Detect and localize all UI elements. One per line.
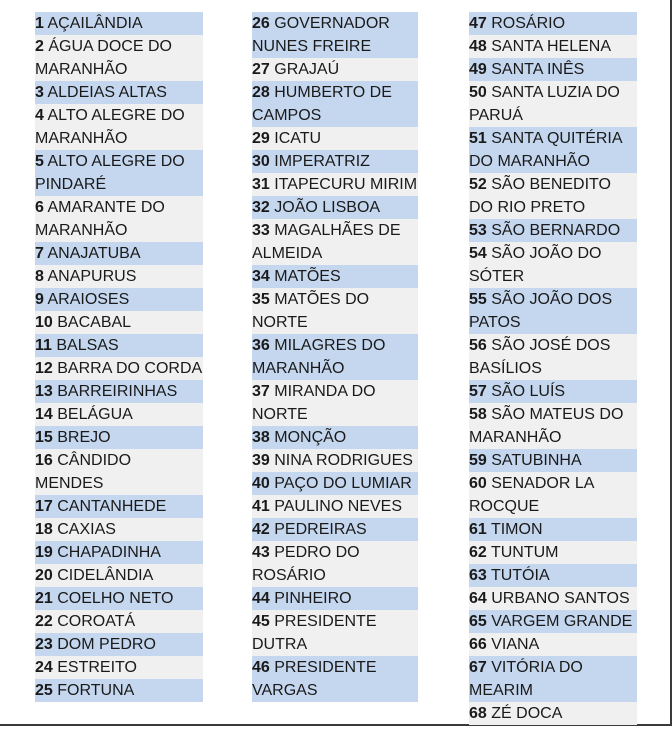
- municipality-name: ÁGUA DOCE DO MARANHÃO: [35, 38, 172, 78]
- list-item: [252, 81, 418, 127]
- list-item: [469, 81, 637, 127]
- municipality-name: SANTA QUITÉRIA DO MARANHÃO: [469, 130, 622, 170]
- list-item: [469, 242, 637, 288]
- list-item: [35, 288, 203, 311]
- list-item: [35, 403, 203, 426]
- item-number: 19: [35, 544, 53, 561]
- list-item: [35, 357, 203, 380]
- item-number: 2: [35, 38, 44, 55]
- list-item: [35, 81, 203, 104]
- item-number: 14: [35, 406, 53, 423]
- item-number: 21: [35, 590, 53, 607]
- list-item: [469, 564, 637, 587]
- municipality-name: NINA RODRIGUES: [274, 452, 413, 469]
- item-number: 4: [35, 107, 44, 124]
- municipality-column-2: [252, 12, 418, 702]
- item-number: 5: [35, 153, 44, 170]
- list-item: [469, 656, 637, 702]
- item-number: 30: [252, 153, 270, 170]
- list-item: [35, 610, 203, 633]
- municipality-name: ARAIOSES: [47, 291, 130, 308]
- list-item: [252, 173, 418, 196]
- municipality-name: TIMON: [490, 521, 543, 538]
- municipality-name: SANTA HELENA: [491, 38, 611, 55]
- item-number: 22: [35, 613, 53, 630]
- list-item: [469, 518, 637, 541]
- item-number: 46: [252, 659, 270, 676]
- municipality-name: MAGALHÃES DE ALMEIDA: [252, 222, 401, 262]
- municipality-name: BARRA DO CORDA: [57, 360, 203, 377]
- municipality-name: BACABAL: [57, 314, 132, 331]
- municipality-name: SÃO JOÃO DOS PATOS: [469, 291, 613, 331]
- list-item: [252, 127, 418, 150]
- item-number: 62: [469, 544, 487, 561]
- list-item: [469, 610, 637, 633]
- municipality-name: HUMBERTO DE CAMPOS: [252, 84, 392, 124]
- item-number: 13: [35, 383, 53, 400]
- municipality-name: AÇAILÂNDIA: [47, 15, 143, 32]
- item-number: 7: [35, 245, 44, 262]
- municipality-name: MONÇÃO: [274, 429, 347, 446]
- item-number: 10: [35, 314, 53, 331]
- list-item: [35, 541, 203, 564]
- item-number: 39: [252, 452, 270, 469]
- item-number: 58: [469, 406, 487, 423]
- item-number: 42: [252, 521, 270, 538]
- municipality-name: GOVERNADOR NUNES FREIRE: [252, 15, 390, 55]
- municipality-name: ESTREITO: [57, 659, 137, 676]
- item-number: 57: [469, 383, 487, 400]
- item-number: 15: [35, 429, 53, 446]
- item-number: 20: [35, 567, 53, 584]
- item-number: 36: [252, 337, 270, 354]
- list-item: [469, 403, 637, 449]
- list-item: [469, 12, 637, 35]
- list-item: [252, 656, 418, 702]
- municipality-name: COROATÁ: [57, 613, 136, 630]
- municipality-name: MILAGRES DO MARANHÃO: [252, 337, 386, 377]
- municipality-name: AMARANTE DO MARANHÃO: [35, 199, 165, 239]
- municipality-name: SÃO LUÍS: [491, 383, 566, 400]
- list-item: [469, 173, 637, 219]
- municipality-name: VIANA: [491, 636, 540, 653]
- list-item: [252, 334, 418, 380]
- item-number: 25: [35, 682, 53, 699]
- municipality-name: PAÇO DO LUMIAR: [274, 475, 412, 492]
- municipality-column-1: [35, 12, 203, 702]
- municipality-name: CÂNDIDO MENDES: [35, 452, 132, 492]
- municipality-name: PINHEIRO: [274, 590, 352, 607]
- list-item: [35, 150, 203, 196]
- municipality-name: PRESIDENTE VARGAS: [252, 659, 377, 699]
- list-item: [252, 150, 418, 173]
- municipality-column-3: [469, 12, 637, 725]
- list-item: [252, 58, 418, 81]
- municipality-name: COELHO NETO: [57, 590, 174, 607]
- municipality-name: PEDREIRAS: [274, 521, 367, 538]
- municipality-name: ANAPURUS: [47, 268, 137, 285]
- list-item: [35, 426, 203, 449]
- list-item: [469, 288, 637, 334]
- municipality-name: CIDELÂNDIA: [57, 567, 154, 584]
- municipality-name: MIRANDA DO NORTE: [252, 383, 376, 423]
- item-number: 61: [469, 521, 487, 538]
- list-item: [252, 610, 418, 656]
- item-number: 49: [469, 61, 487, 78]
- municipality-name: TUNTUM: [490, 544, 559, 561]
- item-number: 53: [469, 222, 487, 239]
- list-item: [35, 633, 203, 656]
- list-item: [35, 679, 203, 702]
- list-item: [469, 541, 637, 564]
- list-item: [35, 12, 203, 35]
- list-item: [252, 449, 418, 472]
- list-item: [469, 472, 637, 518]
- item-number: 68: [469, 705, 487, 722]
- list-item: [252, 541, 418, 587]
- item-number: 26: [252, 15, 270, 32]
- list-item: [252, 12, 418, 58]
- municipality-name: ALTO ALEGRE DO PINDARÉ: [35, 153, 185, 193]
- item-number: 37: [252, 383, 270, 400]
- item-number: 45: [252, 613, 270, 630]
- list-item: [35, 380, 203, 403]
- item-number: 35: [252, 291, 270, 308]
- municipality-name: SÃO JOSÉ DOS BASÍLIOS: [469, 337, 611, 377]
- municipality-name: SÃO JOÃO DO SÓTER: [469, 245, 602, 285]
- list-item: [35, 449, 203, 495]
- municipality-name: BELÁGUA: [57, 406, 133, 423]
- list-item: [35, 518, 203, 541]
- list-item: [35, 495, 203, 518]
- item-number: 11: [35, 337, 52, 354]
- municipality-name: SÃO BERNARDO: [491, 222, 621, 239]
- item-number: 18: [35, 521, 53, 538]
- list-item: [35, 656, 203, 679]
- municipality-name: MATÕES: [274, 268, 341, 285]
- list-item: [469, 380, 637, 403]
- item-number: 60: [469, 475, 487, 492]
- item-number: 43: [252, 544, 270, 561]
- item-number: 50: [469, 84, 487, 101]
- municipality-name: VARGEM GRANDE: [491, 613, 633, 630]
- municipality-name: GRAJAÚ: [274, 61, 340, 78]
- municipality-name: FORTUNA: [57, 682, 135, 699]
- item-number: 48: [469, 38, 487, 55]
- item-number: 8: [35, 268, 44, 285]
- municipality-name: BALSAS: [56, 337, 119, 354]
- list-item: [252, 196, 418, 219]
- item-number: 12: [35, 360, 53, 377]
- item-number: 17: [35, 498, 53, 515]
- item-number: 64: [469, 590, 487, 607]
- municipality-name: ZÉ DOCA: [491, 705, 563, 722]
- municipality-name: VITÓRIA DO MEARIM: [469, 659, 583, 699]
- item-number: 3: [35, 84, 44, 101]
- item-number: 6: [35, 199, 44, 216]
- list-item: [252, 426, 418, 449]
- item-number: 38: [252, 429, 270, 446]
- municipality-name: PAULINO NEVES: [274, 498, 402, 515]
- item-number: 24: [35, 659, 53, 676]
- list-item: [252, 288, 418, 334]
- municipality-name: SANTA INÊS: [491, 61, 585, 78]
- item-number: 32: [252, 199, 270, 216]
- list-item: [469, 334, 637, 380]
- municipality-name: SÃO MATEUS DO MARANHÃO: [469, 406, 624, 446]
- item-number: 67: [469, 659, 487, 676]
- item-number: 31: [252, 176, 270, 193]
- municipality-name: BARREIRINHAS: [57, 383, 178, 400]
- item-number: 23: [35, 636, 53, 653]
- municipality-name: CHAPADINHA: [57, 544, 161, 561]
- item-number: 59: [469, 452, 487, 469]
- municipality-name: ITAPECURU MIRIM: [274, 176, 418, 193]
- list-item: [35, 587, 203, 610]
- municipality-name: SENADOR LA ROCQUE: [469, 475, 594, 515]
- list-item: [252, 587, 418, 610]
- item-number: 66: [469, 636, 487, 653]
- list-item: [35, 311, 203, 334]
- item-number: 27: [252, 61, 270, 78]
- item-number: 54: [469, 245, 487, 262]
- list-item: [469, 587, 637, 610]
- item-number: 34: [252, 268, 270, 285]
- item-number: 1: [35, 15, 44, 32]
- list-item: [469, 633, 637, 656]
- municipality-name: ALDEIAS ALTAS: [47, 84, 167, 101]
- municipality-name: JOÃO LISBOA: [274, 199, 381, 216]
- list-item: [35, 104, 203, 150]
- item-number: 56: [469, 337, 487, 354]
- list-item: [252, 495, 418, 518]
- list-item: [35, 265, 203, 288]
- municipality-name: MATÕES DO NORTE: [252, 291, 370, 331]
- list-item: [35, 196, 203, 242]
- municipality-name: ALTO ALEGRE DO MARANHÃO: [35, 107, 185, 147]
- municipality-name: SATUBINHA: [491, 452, 582, 469]
- item-number: 51: [469, 130, 487, 147]
- municipality-name: URBANO SANTOS: [491, 590, 630, 607]
- item-number: 41: [252, 498, 270, 515]
- list-item: [469, 449, 637, 472]
- municipality-name: PRESIDENTE DUTRA: [252, 613, 377, 653]
- municipality-name: SÃO BENEDITO DO RIO PRETO: [469, 176, 611, 216]
- item-number: 40: [252, 475, 270, 492]
- list-item: [252, 518, 418, 541]
- municipality-name: ICATU: [274, 130, 322, 147]
- list-item: [469, 35, 637, 58]
- municipality-name: PEDRO DO ROSÁRIO: [252, 544, 360, 584]
- municipality-name: DOM PEDRO: [57, 636, 156, 653]
- list-item: [469, 219, 637, 242]
- list-item: [252, 380, 418, 426]
- list-item: [469, 702, 637, 725]
- list-item: [35, 35, 203, 81]
- list-item: [35, 334, 203, 357]
- item-number: 29: [252, 130, 270, 147]
- municipality-name: ANAJATUBA: [47, 245, 141, 262]
- list-item: [35, 564, 203, 587]
- item-number: 52: [469, 176, 487, 193]
- item-number: 47: [469, 15, 487, 32]
- list-item: [469, 127, 637, 173]
- item-number: 55: [469, 291, 487, 308]
- item-number: 33: [252, 222, 270, 239]
- municipality-name: CANTANHEDE: [57, 498, 167, 515]
- list-item: [35, 242, 203, 265]
- list-item: [252, 265, 418, 288]
- municipality-name: IMPERATRIZ: [274, 153, 370, 170]
- item-number: 16: [35, 452, 53, 469]
- list-item: [469, 58, 637, 81]
- municipality-name: ROSÁRIO: [491, 15, 566, 32]
- item-number: 44: [252, 590, 270, 607]
- municipality-name: TUTÓIA: [490, 567, 550, 584]
- item-number: 63: [469, 567, 487, 584]
- item-number: 65: [469, 613, 487, 630]
- list-item: [252, 219, 418, 265]
- item-number: 9: [35, 291, 44, 308]
- list-item: [252, 472, 418, 495]
- municipality-name: SANTA LUZIA DO PARUÁ: [469, 84, 620, 124]
- municipality-name: BREJO: [57, 429, 111, 446]
- item-number: 28: [252, 84, 270, 101]
- municipality-name: CAXIAS: [57, 521, 116, 538]
